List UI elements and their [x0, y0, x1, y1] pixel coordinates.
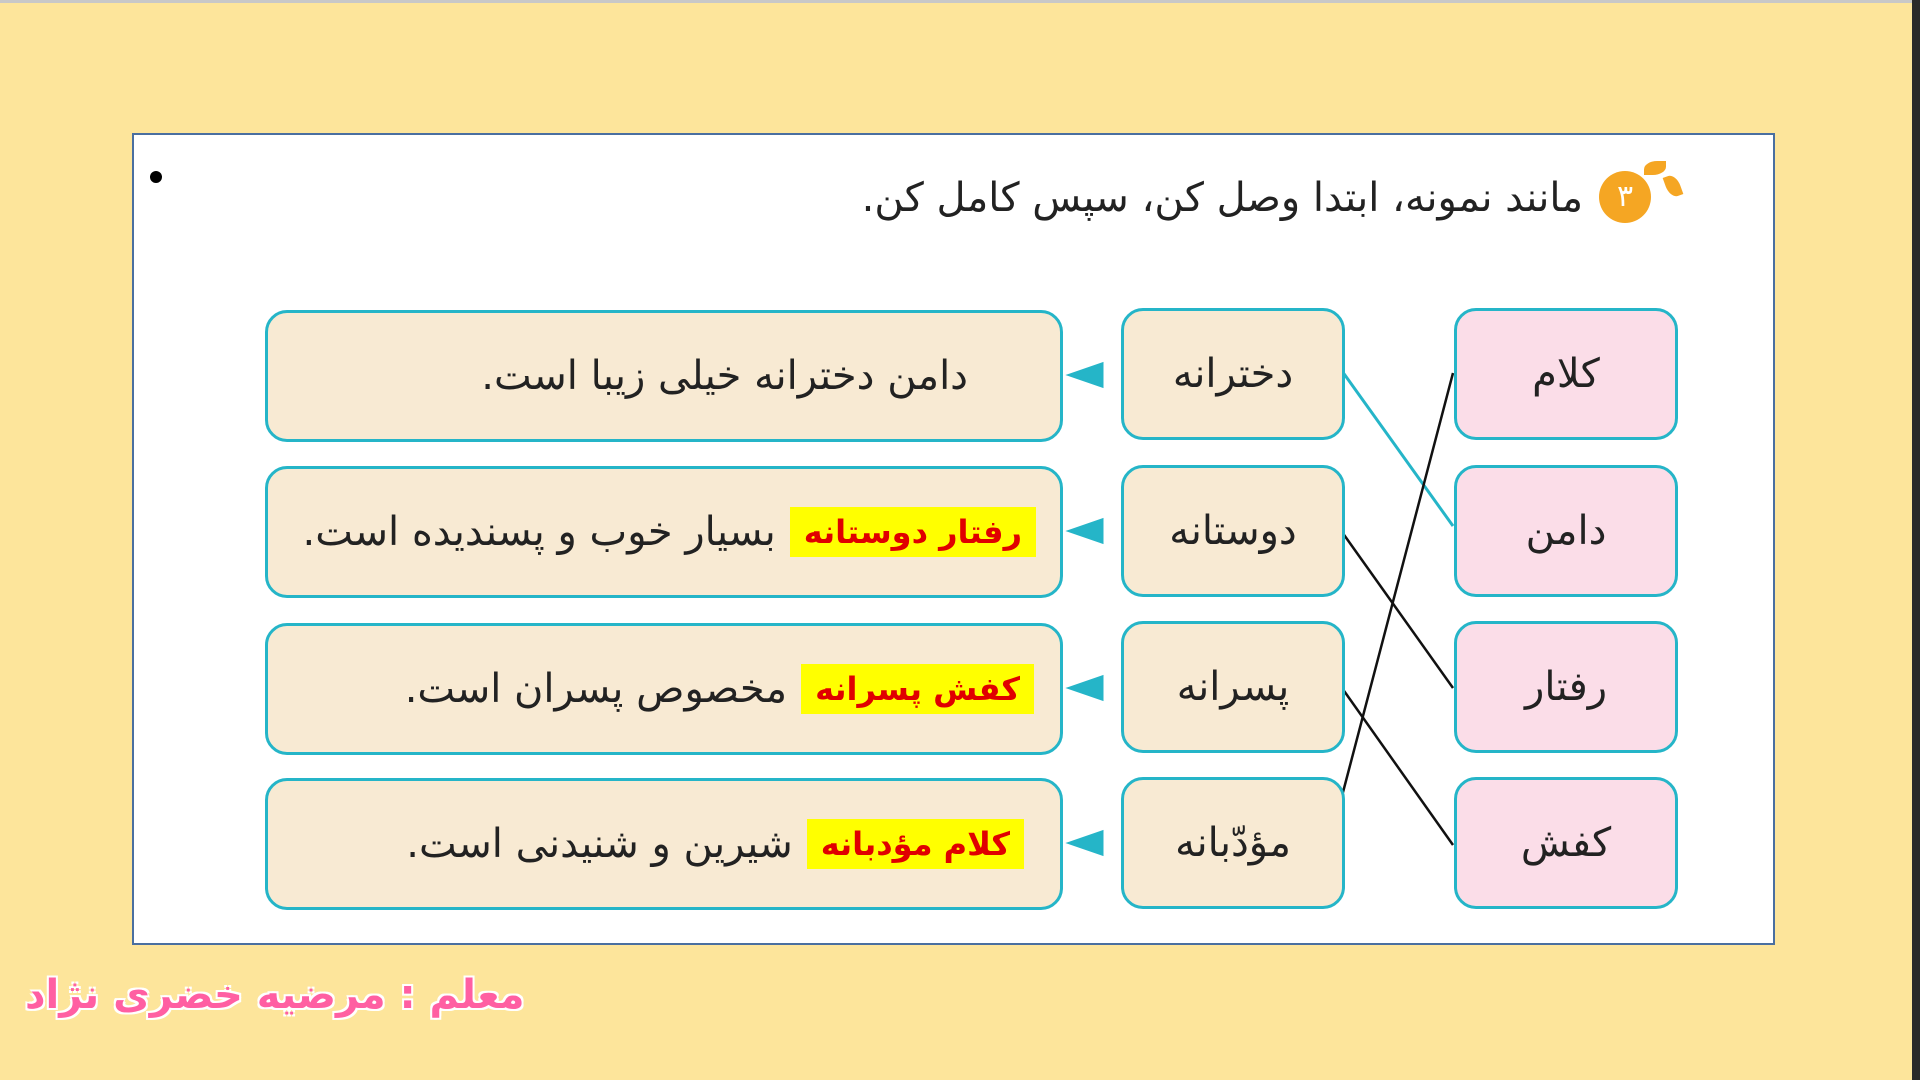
match-line	[1342, 688, 1453, 845]
answer-highlight: کلام مؤدبانه	[807, 819, 1024, 869]
sentence-text: دامن دخترانه خیلی زیبا است.	[481, 353, 968, 399]
adjective-box[interactable]: دخترانه	[1121, 308, 1345, 440]
right-edge	[1912, 0, 1920, 1080]
word-box[interactable]: رفتار	[1454, 621, 1678, 753]
adjective-box[interactable]: مؤدّبانه	[1121, 777, 1345, 909]
exercise-number-badge: ۳	[1599, 171, 1651, 223]
answer-highlight: کفش پسرانه	[801, 664, 1034, 714]
sentence-box	[265, 466, 1063, 598]
sentence-box	[265, 623, 1063, 755]
top-edge	[0, 0, 1920, 3]
adjective-box[interactable]: دوستانه	[1121, 465, 1345, 597]
word-box[interactable]: دامن	[1454, 465, 1678, 597]
instruction-text: مانند نمونه، ابتدا وصل کن، سپس کامل کن.	[861, 175, 1583, 221]
sentence-box	[265, 310, 1063, 442]
teacher-credit: معلم : مرضیه خضری نژاد	[25, 972, 525, 1018]
match-line	[1342, 373, 1453, 796]
match-line	[1342, 371, 1453, 526]
sentence-text: شیرین و شنیدنی است.	[406, 821, 793, 867]
match-line	[1342, 532, 1453, 688]
answer-highlight: رفتار دوستانه	[790, 507, 1036, 557]
word-box[interactable]: کلام	[1454, 308, 1678, 440]
worksheet-card	[132, 133, 1775, 945]
word-box[interactable]: کفش	[1454, 777, 1678, 909]
adjective-box[interactable]: پسرانه	[1121, 621, 1345, 753]
sentence-box	[265, 778, 1063, 910]
sentence-text: بسیار خوب و پسندیده است.	[302, 509, 776, 555]
sentence-text: مخصوص پسران است.	[404, 666, 788, 712]
